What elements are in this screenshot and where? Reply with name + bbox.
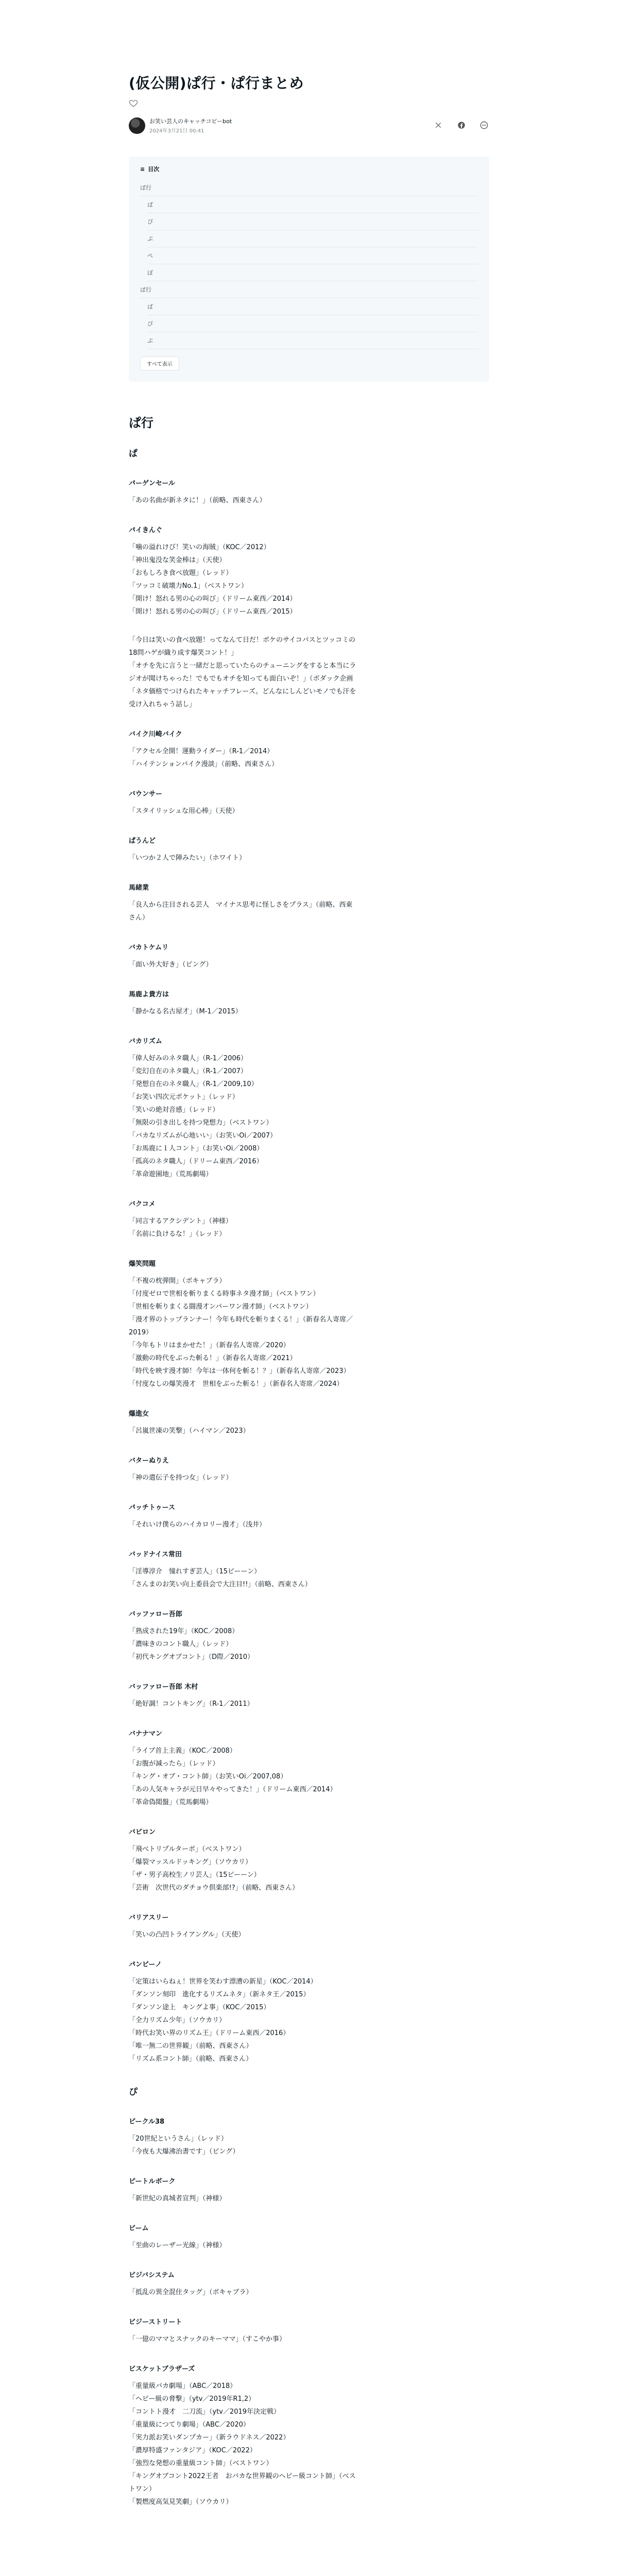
- catchphrase-line: 「さんまのお笑い向上委員会で大注目!!」（前略、西東さん）: [129, 1581, 312, 1589]
- comedian-name: 馬鹿よ貴方は: [129, 991, 169, 999]
- catchphrase-line: 「時代お笑い界のリズム王」（ドリーム東西／2016）: [129, 2029, 290, 2038]
- catchphrase-line: 「抵乱の異全混住タッグ」（ボキャブラ）: [129, 2289, 253, 2297]
- catchphrase-line: 「熟成された19年」（KOC／2008）: [129, 1628, 239, 1636]
- comedian-entry: [129, 634, 489, 711]
- catchphrase-line: 受け入れちゃう話し」: [129, 701, 196, 709]
- catchphrase-line: 「今日は笑いの食べ放題！ってなんて日だ！ボケのサイコパスとツッコミの: [129, 636, 356, 645]
- toc-item[interactable]: ぴ: [147, 315, 478, 332]
- comedian-name: バリアスリー: [129, 1914, 169, 1922]
- post-date: 2024年3月21日 00:41: [149, 128, 204, 134]
- comedian-entry: [129, 789, 489, 818]
- catchphrase-line: 「芸術 次世代のダチョウ倶楽部!?」（前略、西東さん）: [129, 1884, 299, 1892]
- like-area: [129, 98, 489, 108]
- toc-item[interactable]: ぽ: [147, 264, 478, 281]
- toc-list: [140, 179, 478, 349]
- page-title: (仮公開)ぱ行・ぱ行まとめ: [129, 75, 304, 92]
- toc-heading-label: 目次: [148, 166, 160, 173]
- show-all-button[interactable]: すべて表示: [140, 357, 179, 370]
- catchphrase-line: 「重量級バカ劇場」（ABC／2018）: [129, 2382, 237, 2391]
- catchphrase-line: 「ネタ価格でつけられたキャッチフレーズ。どんなにしんどいモノでも汗を: [129, 688, 356, 696]
- catchphrase-line: 「激動の時代をぶった斬る！」（新春名人寄席／2021）: [129, 1354, 297, 1363]
- comedian-entry: [129, 2364, 489, 2509]
- catchphrase-line: 「同言するアクシデント」（神様）: [129, 1217, 232, 1226]
- catchphrase-line: 「噛の溢れけび！笑いの海賊」（KOC／2012）: [129, 544, 270, 552]
- comedian-name: ピートルボーク: [129, 2178, 176, 2186]
- comedian-name: バクコメ: [129, 1200, 156, 1209]
- comedian-name: バッファロー吾郎 木村: [129, 1683, 198, 1691]
- toc-item[interactable]: ぷ: [147, 230, 478, 247]
- catchphrase-line: 「呂嵐世凍の笑撃」（ハイマン／2023）: [129, 1427, 250, 1435]
- catchphrase-line: 「ザ・男子高校生ノリ芸人」（15ビーーン）: [129, 1871, 261, 1879]
- catchphrase-line: 「唯一無二の世界観」（前略、西東さん）: [129, 2042, 253, 2050]
- catchphrase-line: 「20世紀というさん」（レッド）: [129, 2135, 228, 2143]
- comedian-name: 馬緒業: [129, 884, 149, 892]
- catchphrase-line: 「それいけ僕らのハイカロリー漫才」（浅井）: [129, 1521, 266, 1529]
- catchphrase-line: 「ライブ首上主義」（KOC／2008）: [129, 1747, 236, 1755]
- catchphrase-line: さん）: [129, 914, 149, 922]
- comedian-entry: [129, 1456, 489, 1484]
- catchphrase-line: 「アクセル全開！運動ライダー」（R-1／2014）: [129, 748, 274, 756]
- comedian-name: パッチトゥース: [129, 1504, 176, 1512]
- catchphrase-line: 「静かなる名古屋才」（M-1／2015）: [129, 1008, 242, 1016]
- catchphrase-line: 「孤高のネタ職人」（ドリーム東西／2016）: [129, 1158, 263, 1166]
- comedian-name: バターぬりえ: [129, 1457, 169, 1465]
- catchphrase-line: 「笑いの凸凹トライアングル」（天使）: [129, 1931, 245, 1939]
- toc-item[interactable]: ぺ: [147, 247, 478, 264]
- comedian-name: パイきんぐ: [129, 527, 163, 535]
- catchphrase-line: 「爆裂マッスルドッキング」（ソウカリ）: [129, 1858, 252, 1867]
- catchphrase-line: 「革命偽閲盤」（荒馬劇場）: [129, 1799, 213, 1807]
- catchphrase-line: 「名前に負けるな！」（レッド）: [129, 1230, 226, 1239]
- catchphrase-line: 「ツッコミ破壊力No.1」（ベストワン）: [129, 582, 248, 590]
- share-buttons: [435, 121, 489, 130]
- catchphrase-line: 「あの名曲が新ネタに！」（前略、西東さん）: [129, 497, 266, 505]
- catchphrase-line: 「濃厚特盛ファンタジア」（KOC／2022）: [129, 2447, 256, 2455]
- comedian-entry: [129, 2270, 489, 2299]
- catchphrase-line: 「面い外大好き」（ピング）: [129, 961, 213, 969]
- comedian-entry: [129, 1827, 489, 1894]
- author-row: [129, 117, 489, 134]
- catchphrase-line: 「淫導淳介 憧れすぎ芸人」（15ビーーン）: [129, 1568, 261, 1576]
- toc-item[interactable]: ぱ: [147, 196, 478, 213]
- catchphrase-line: 「キングオブコント2022王者 おバカな世界観のヘビー級コント師」（ベス: [129, 2472, 356, 2481]
- subsection-heading-pi: ぴ: [129, 2087, 138, 2098]
- comedian-name: バウンサー: [129, 790, 163, 799]
- catchphrase-line: 「製燃度高気見笑劇」（ソウカリ）: [129, 2498, 233, 2506]
- catchphrase-line: 「ダンソン刻印 進化するリズムネタ」（新ネタ王／2015）: [129, 1991, 310, 1999]
- facebook-share-icon[interactable]: [457, 121, 467, 130]
- catchphrase-line: 「初代キングオブコント」（D際／2010）: [129, 1653, 254, 1662]
- toc-item[interactable]: ぷ: [147, 332, 478, 349]
- catchphrase-line: 「飛べトリプルターボ」（ベストワン）: [129, 1845, 246, 1854]
- comedian-name: ビジバシステム: [129, 2272, 175, 2280]
- author-name[interactable]: お笑い芸人のキャッチコピーbot: [149, 118, 232, 125]
- catchphrase-line: 「世相を斬りまくる闘漫才ンバーワン漫才師」（ベストワン）: [129, 1303, 313, 1311]
- catchphrase-line: 「バカなリズムが心地いい」（お笑いOi／2007）: [129, 1132, 277, 1140]
- catchphrase-line: 「今夜も大爆沸治書です」（ピング）: [129, 2148, 239, 2156]
- comedian-entry: [129, 1609, 489, 1664]
- catchphrase-line: 「変幻自在のネタ職人」（R-1／2007）: [129, 1067, 248, 1076]
- catchphrase-line: 「新世紀の真城者宣判」（神様）: [129, 2195, 226, 2203]
- catchphrase-line: 「発想自在のネタ職人」（R-1／2009,10）: [129, 1080, 258, 1089]
- catchphrase-line: 「漫才界のトップランナー！今年も時代を斬りまくる！」（新春名人寄席／: [129, 1316, 353, 1324]
- comedian-name: バナナマン: [129, 1730, 163, 1738]
- catchphrase-line: 「お腹が減ったら」（レッド）: [129, 1760, 219, 1768]
- author-info[interactable]: [129, 117, 232, 134]
- comedian-name: ビーム: [129, 2225, 149, 2233]
- comedian-entry: [129, 1729, 489, 1809]
- catchphrase-line: 「革命遊園地」（荒馬劇場）: [129, 1171, 213, 1179]
- catchphrase-line: 「全力リズム少年」（ソウカリ）: [129, 2016, 226, 2025]
- catchphrase-line: 「絶好調！コントキング」（R-1／2011）: [129, 1700, 254, 1708]
- comedian-name: ビスケットブラザーズ: [129, 2365, 195, 2374]
- comedian-name: ビジーストリート: [129, 2318, 182, 2327]
- comedian-entry: [129, 1409, 489, 1437]
- catchphrase-line: 「無限の引き出しを持つ発想力」（ベストワン）: [129, 1119, 273, 1127]
- table-of-contents: [129, 157, 489, 382]
- catchphrase-line: 「開け！怒れる男の心の叫び」（ドリーム東西／2014）: [129, 595, 297, 603]
- list-icon: ≡: [140, 165, 145, 173]
- section-heading-pa-gyou: ぱ行: [129, 416, 153, 431]
- catchphrase-line: 「ヘビー級の脅撃」（ytv／2019年R1,2）: [129, 2395, 255, 2403]
- article: [129, 0, 489, 2509]
- catchphrase-line: 「お笑い四次元ポケット」（レッド）: [129, 1093, 239, 1101]
- catchphrase-line: 「お馬鹿に１人コント」（お笑いOi／2008）: [129, 1145, 264, 1153]
- comedian-entry: [129, 1503, 489, 1531]
- toc-item[interactable]: ぱ行: [140, 281, 478, 298]
- comedian-entry: [129, 730, 489, 771]
- comedian-name: バッドナイス常田: [129, 1551, 182, 1559]
- catchphrase-line: 「神出鬼没な笑金棒は」（天使）: [129, 556, 226, 565]
- toc-heading: [140, 165, 478, 173]
- catchphrase-line: 「リズム系コント師」（前略、西東さん）: [129, 2055, 253, 2063]
- comedian-name: バカリズム: [129, 1038, 162, 1046]
- x-share-icon[interactable]: [435, 121, 444, 130]
- catchphrase-line: 2019）: [129, 1329, 153, 1337]
- catchphrase-line: 「重量級につてり劇場」（ABC／2020）: [129, 2421, 250, 2429]
- comedian-entry: [129, 1199, 489, 1241]
- catchphrase-line: 「良人から注目される芸人 マイナス思考に怪しさをプラス」（前略、西東: [129, 901, 353, 909]
- comedian-entry: [129, 1037, 489, 1181]
- catchphrase-line: 「あの人気キャラが元日早々やってきた！」（ドリーム東西／2014）: [129, 1786, 337, 1794]
- catchphrase-line: 「偉人好みのネタ職人」（R-1／2006）: [129, 1055, 248, 1063]
- comedian-entry: [129, 836, 489, 865]
- comedian-entry: [129, 990, 489, 1018]
- catchphrase-line: ジオが聞けちゃった！でもでもオチを知っても面白いぞ！」（ボダック企画: [129, 675, 353, 683]
- comedian-entry: [129, 943, 489, 971]
- entries-pa: [129, 479, 489, 2065]
- comedian-name: パンビーノ: [129, 1961, 162, 1969]
- more-options-icon[interactable]: [480, 121, 489, 130]
- catchphrase-line: 「おもしろき食べ放題」（レッド）: [129, 569, 233, 578]
- catchphrase-line: 「キング・オブ・コント師」（お笑いOi／2007,08）: [129, 1773, 287, 1781]
- comedian-entry: [129, 479, 489, 507]
- subsection-heading-pa: ぱ: [129, 449, 138, 460]
- comedian-entry: [129, 1550, 489, 1591]
- comedian-name: バカトケムリ: [129, 944, 169, 952]
- entries-pi: [129, 2117, 489, 2509]
- comedian-entry: [129, 1960, 489, 2065]
- catchphrase-line: 「今年もトリはまかせた！」（新春名人寄席／2020）: [129, 1342, 290, 1350]
- heart-icon[interactable]: [129, 98, 138, 108]
- catchphrase-line: 「一億のママとスナックのキーママ」（すこやか事）: [129, 2335, 286, 2344]
- catchphrase-line: 「ダンソン途上 キングよ事」（KOC／2015）: [129, 2004, 270, 2012]
- comedian-name: ぱうんど: [129, 837, 156, 845]
- comedian-name: パーゲンセール: [129, 480, 175, 488]
- catchphrase-line: 「オチを先に言うと一緒だと思っていたらのチューニングをすると本当にラ: [129, 662, 356, 670]
- catchphrase-line: トワン）: [129, 2485, 156, 2494]
- catchphrase-line: 「時代を映す漫才師！今年は一体何を斬る！？」（新春名人寄席／2023）: [129, 1367, 350, 1376]
- catchphrase-line: 「不複の枕弾開」（ボキャブラ）: [129, 1277, 226, 1285]
- comedian-entry: [129, 883, 489, 924]
- article-body: [129, 414, 489, 2509]
- comedian-entry: [129, 2177, 489, 2205]
- catchphrase-line: 「ハイテンションバイク漫談」（前略、西東さん）: [129, 760, 279, 769]
- avatar[interactable]: [129, 117, 145, 134]
- catchphrase-line: 「定策はいらねぇ！世界を笑わす漂漕の新星」（KOC／2014）: [129, 1978, 317, 1986]
- comedian-name: 爆笑問題: [129, 1260, 156, 1268]
- comedian-name: ピークル38: [129, 2118, 165, 2126]
- catchphrase-line: 「濃味きのコント職人」（レッド）: [129, 1640, 233, 1649]
- toc-item[interactable]: ぱ: [147, 298, 478, 315]
- comedian-entry: [129, 1259, 489, 1391]
- comedian-entry: [129, 1913, 489, 1941]
- catchphrase-line: 18問ハゲが織り成す爆笑コント！」: [129, 649, 238, 657]
- comedian-entry: [129, 2317, 489, 2346]
- comedian-entry: [129, 526, 489, 618]
- comedian-name: 爆進女: [129, 1410, 149, 1418]
- catchphrase-line: 「至曲のレーザー光線」（神様）: [129, 2242, 226, 2250]
- toc-item[interactable]: ぴ: [147, 213, 478, 230]
- catchphrase-line: 「付度ゼロで世相を斬りまくる時事ネタ漫才師」（ベストワン）: [129, 1290, 320, 1298]
- catchphrase-line: 「開け！怒れる男の心の叫び」（ドリーム東西／2015）: [129, 608, 297, 616]
- comedian-entry: [129, 2224, 489, 2252]
- catchphrase-line: 「いつか２人で陣みたい」（ホワイト）: [129, 854, 246, 862]
- catchphrase-line: 「スタイリッシュな用心棒」（天使）: [129, 807, 239, 816]
- catchphrase-line: 「忖度なしの爆笑漫才 世相をぶった斬る！」（新春名人寄席／2024）: [129, 1380, 344, 1388]
- catchphrase-line: 「強烈な発想の重量級コント師」（ベストワン）: [129, 2460, 273, 2468]
- catchphrase-line: 「笑いの絶対音感」（レッド）: [129, 1106, 219, 1114]
- catchphrase-line: 「神の遣伝子を持つ女」（レッド）: [129, 1474, 233, 1482]
- toc-item[interactable]: ぱ行: [140, 179, 478, 196]
- comedian-entry: [129, 2117, 489, 2158]
- comedian-name: バッファロー吾郎: [129, 1611, 182, 1619]
- catchphrase-line: 「実力派お笑いダンプカー」（新ラウドネス／2022）: [129, 2434, 290, 2442]
- comedian-entry: [129, 1682, 489, 1710]
- comedian-name: バビロン: [129, 1828, 156, 1837]
- comedian-name: バイク川崎バイク: [129, 731, 182, 739]
- catchphrase-line: 「コントト漫才 二刀流」（ytv／2019年決定戦）: [129, 2408, 281, 2416]
